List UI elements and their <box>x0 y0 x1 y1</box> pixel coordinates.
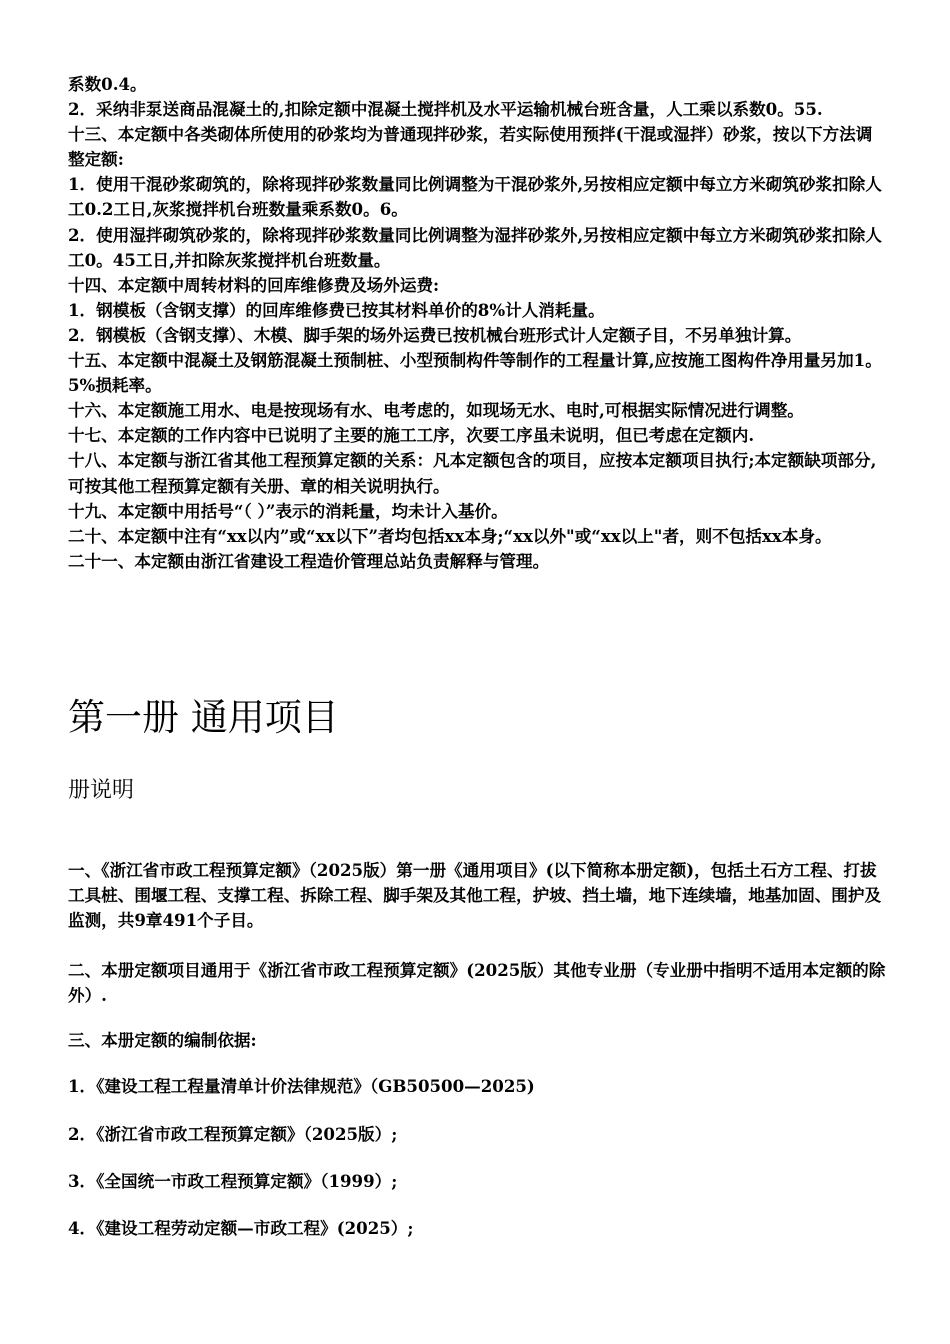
paragraph: 十五、本定额中混凝土及钢筋混凝土预制桩、小型预制构件等制作的工程量计算,应按施工图构件净用量另加1。5%损耗率。 <box>68 350 882 396</box>
paragraph: 十八、本定额与浙江省其他工程预算定额的关系：凡本定额包含的项目，应按本定额项目执行;本定额缺项部分,可按其他工程预算定额有关册、章的相关说明执行。 <box>68 450 877 496</box>
paragraph: 3．《全国统一市政工程预算定额》（1999）; <box>68 1171 398 1191</box>
paragraph: 十四、本定额中周转材料的回库维修费及场外运费: <box>68 274 440 295</box>
paragraph: 2．采纳非泵送商品混凝土的,扣除定额中混凝土搅拌机及水平运输机械台班含量，人工乘以系数0。55. <box>68 99 823 120</box>
paragraph: 十九、本定额中用括号“（ ）”表示的消耗量，均未计入基价。 <box>68 500 508 521</box>
paragraph: 十六、本定额施工用水、电是按现场有水、电考虑的，如现场无水、电时,可根据实际情况进行调整。 <box>68 400 804 421</box>
paragraph: 一、《浙江省市政工程预算定额》（2025版）第一册《通用项目》(以下简称本册定额)，包括土石方工程、打拔工具桩、围堰工程、支撑工程、拆除工程、脚手架及其他工程，护坡、挡土墙，地下连续墙，地基加固、围护及监测，共9章491个子目。 <box>68 860 882 931</box>
paragraph: 二十一、本定额由浙江省建设工程造价管理总站负责解释与管理。 <box>68 550 550 571</box>
paragraph: 十三、本定额中各类砌体所使用的砂浆均为普通现拌砂浆，若实际使用预拌(干混或湿拌）砂浆，按以下方法调整定额: <box>68 124 873 170</box>
paragraph: 系数0.4。 <box>68 74 147 94</box>
paragraph: 2．《浙江省市政工程预算定额》（2025版）; <box>68 1124 398 1144</box>
paragraph: 三、本册定额的编制依据: <box>68 1030 257 1050</box>
paragraph: 十七、本定额的工作内容中已说明了主要的施工工序，次要工序虽未说明，但已考虑在定额内. <box>68 425 755 446</box>
paragraph: 1．《建设工程工程量清单计价法律规范》（GB50500—2025) <box>68 1076 535 1096</box>
paragraph: 4．《建设工程劳动定额—市政工程》(2025）; <box>68 1218 414 1238</box>
paragraph: 1．使用干混砂浆砌筑的，除将现拌砂浆数量同比例调整为干混砂浆外,另按相应定额中每立方米砌筑砂浆扣除人工0.2工日,灰浆搅拌机台班数量乘系数0。6。 <box>68 174 882 220</box>
general-notes-continued <box>68 72 886 574</box>
volume-title: 第一册 通用项目 <box>68 696 339 739</box>
paragraph: 2．钢模板（含钢支撑）、木模、脚手架的场外运费已按机械台班形式计人定额子目，不另单独计算。 <box>68 324 802 345</box>
paragraph: 二、本册定额项目通用于《浙江省市政工程预算定额》(2025版）其他专业册（专业册中指明不适用本定额的除外）. <box>68 960 886 1006</box>
paragraph: 二十、本定额中注有“xx以内”或“xx以下”者均包括xx本身;“xx以外"或“xx以上"者，则不包括xx本身。 <box>68 525 832 546</box>
section-title: 册说明 <box>68 778 135 803</box>
paragraph: 1．钢模板（含钢支撑）的回库维修费已按其材料单价的8%计人消耗量。 <box>68 299 605 320</box>
paragraph: 2．使用湿拌砌筑砂浆的，除将现拌砂浆数量同比例调整为湿拌砂浆外,另按相应定额中每立方米砌筑砂浆扣除人工0。45工日,并扣除灰浆搅拌机台班数量。 <box>68 224 882 270</box>
